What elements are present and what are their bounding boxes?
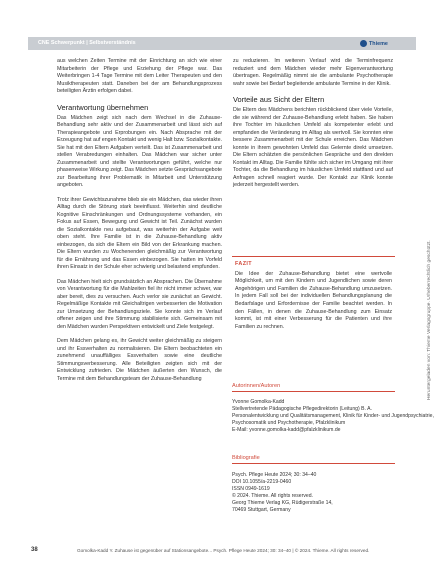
bibliography-block: [232, 472, 395, 514]
footer-citation: Gomolka-Kadd Y. Zuhause ist gegenüber auf Stationsangebote... Psych. Pflege Heute 2024; 30: 34–40 | © 2024. Thieme. All rights reserved.: [77, 548, 370, 553]
paragraph: Das Mädchen hielt sich grundsätzlich an Absprachen. Die Übernahme von Verantwortung für die Mahlzeiten fiel ihr nicht immer schwer, war aber bereit, dies zu versuchen. Auch verlor sie zunächst an Gewicht. Regelmäßige Kontakte mit Gleichaltrigen verbesserten die Motivation zur Umsetzung der Behandlungsziele. Sie konnte sich im Verlauf offener zeigen und ihre Stimmung stabilisierte sich. Gemeinsam mit den Mädchen wurden Perspektiven entwickelt und Ziele festgelegt.: [57, 278, 222, 330]
author-line: Yvonne Gomolka-Kadd: [232, 399, 285, 405]
left-column: [57, 58, 222, 526]
paragraph: Trotz ihrer Gewichtszunahme blieb sie ein Mädchen, das wieder ihren Alltag durch die Störung stark beeinflusst. Weiterhin sind deutliche Kognitive Einschränkungen und Ordnungssysteme vorhanden, ein Fokus auf Essen, Bewegung und Gewicht ist Teil. Zunächst wurden die Sozialkontakte neu aufgebaut, was weiterhin der Aufgabe weit oben steht. Ihre Familie ist in die Zuhause-Behandlung aktiv einbezogen, da sich die Eltern ein Bild von der Erkrankung machen. Die Eltern wurden zu Wochenenden gleichmäßig zur Verantwortung für die Ernährung und das Essen einbezogen. Sie hatten im Vorfeld ihren Einsatz in der Schule eher schwierig und belastend empfunden.: [57, 196, 222, 270]
download-note: Heruntergeladen von: Thieme Verlagsgruppe. Urheberrechtlich geschützt.: [427, 240, 432, 400]
paragraph: Das Mädchen zeigt sich nach dem Wechsel in die Zuhause-Behandlung sehr aktiv und der Zusammenarbeit und lässt sich auf Therapieangebote und Erprobungen ein. Nach Absprache mit der Erzeugung hat auf engen Kontakt und wenig Halt bzw. Sozialkontakte. Sie hat mit den Eltern Aufgaben verteilt. Das ist Zusammenarbeit und stellen Verabredungen einhalten. Das Mädchen war sicher unter Zusammenarbeit und stellte Verantwortungen geführt, welche nur phasenweise Wirkung zeigt. Das Mädchen setzte Gesprächsangebote zur Bearbeitung ihrer Problematik in Mitarbeit und Unterstützung angeboten.: [57, 114, 222, 188]
section-label: CNE Schwerpunkt | Selbstverständnis: [38, 40, 136, 46]
paragraph: Die Eltern des Mädchens berichten rückblickend über viele Vorteile, die sie während der Zuhause-Behandlung erlebt haben. Sie haben ihre Tochter im häuslichen Umfeld als kompetenter erlebt und empfanden die Veränderung im Alltag als wertvoll. Sie konnten eine bessere Zusammenarbeit mit der Schule erreichen. Das Mädchen konnte in ihrem gewohnten Umfeld das Gelernte direkt umsetzen. Die Eltern schätzten die persönlichen Gespräche und den direkten Kontakt im Alltag. Die Familie fühlte sich sicher im Umgang mit ihrer Tochter, da die Behandlung im häuslichen Umfeld stattfand und auf Anfragen schnell reagiert wurde. Der Kontakt zur Klinik konnte jederzeit hergestellt werden.: [233, 107, 393, 188]
section-heading: Vorteile aus Sicht der Eltern: [233, 95, 325, 104]
bibliography-line: 70469 Stuttgart, Germany: [232, 507, 291, 513]
section-heading: Verantwortung übernehmen: [57, 102, 149, 112]
author-email[interactable]: E-Mail: yvonne.gomolka-kadd@pfalzklinikum.de: [232, 427, 341, 433]
publisher-name: Thieme: [369, 40, 388, 47]
author-line: Stellvertretende Pädagogische Pflegedirektorin (Leitung) B. A.: [232, 406, 372, 412]
authors-heading: Autorinnen/Autoren: [232, 383, 395, 392]
bibliography-line: Psych. Pflege Heute 2024; 30: 34–40: [232, 472, 317, 478]
authors-block: [232, 399, 434, 434]
publisher-logo: [360, 38, 408, 49]
thieme-logo-icon: [360, 40, 367, 47]
fazit-box: [232, 256, 395, 373]
fazit-title: FAZIT: [235, 261, 252, 267]
bibliography-heading: Bibliografie: [232, 455, 395, 464]
bibliography-line: © 2024. Thieme. All rights reserved.: [232, 493, 313, 499]
paragraph: aus welchen Zeiten Termine mit der Einrichtung an sich wie einer Mitarbeiterin der Pflege und Erziehung der Pflege war. Das Weiterbringen 1-4 Tage Termine mit dem Leiter Therapeuten und den Musiktherapeuten statt. Daneben bei der am Behandlungsprozess beteiligten Ärztin erfolgen dabei.: [57, 58, 222, 94]
bibliography-line: ISSN 0949-1619: [232, 486, 270, 492]
paragraph: Dem Mädchen gelang es, ihr Gewicht weiter gleichmäßig zu steigern und ihr Essverhalten zu normalisieren. Die Eltern beobachteten ein zunehmend unauffälliges Essverhalten sowie eine deutliche Stimmungsverbesserung. Alle Beteiligten zeigten sich mit der Entwicklung zufrieden. Die Mädchen äußerten den Wunsch, die Termine mit dem Behandlungsteam der Zuhause-Behandlung: [57, 338, 222, 382]
right-column: [233, 58, 393, 218]
fazit-text: Die Idee der Zuhause-Behandlung bietet eine wertvolle Möglichkeit, um mit den Kindern und Jugendlichen sowie deren Angehörigen und Familien die Zuhause-Behandlung umzusetzen. In jedem Fall soll bei der individuellen Behandlungsplanung die Bedarfslage und Erfordernisse der Familie beachtet werden. In den Fällen, in denen die Zuhause-Behandlung zum Einsatz kommt, ist mit einer Verbesserung für die Patienten und ihre Familien zu rechnen.: [235, 270, 392, 330]
doi-link[interactable]: DOI 10.1055/a-2219-0460: [232, 479, 292, 485]
page-number: 38: [31, 547, 38, 553]
paragraph: zu reduzieren. Im weiteren Verlauf wird die Terminfrequenz reduziert und dem Mädchen wieder mehr Eigenverantwortung übertragen. Regelmäßig nimmt sie die ambulante Psychotherapie wahr sowie bei Bedarf begleitende ambulante Termine in der Klinik.: [233, 58, 393, 87]
author-line: Personalentwicklung und Qualitätsmanagement, Klinik für Kinder- und Jugendpsychiatrie,: [232, 413, 434, 419]
bibliography-line: Georg Thieme Verlag KG, Rüdigerstraße 14,: [232, 500, 333, 506]
author-line: Psychosomatik und Psychotherapie, Pfalzklinikum: [232, 420, 346, 426]
